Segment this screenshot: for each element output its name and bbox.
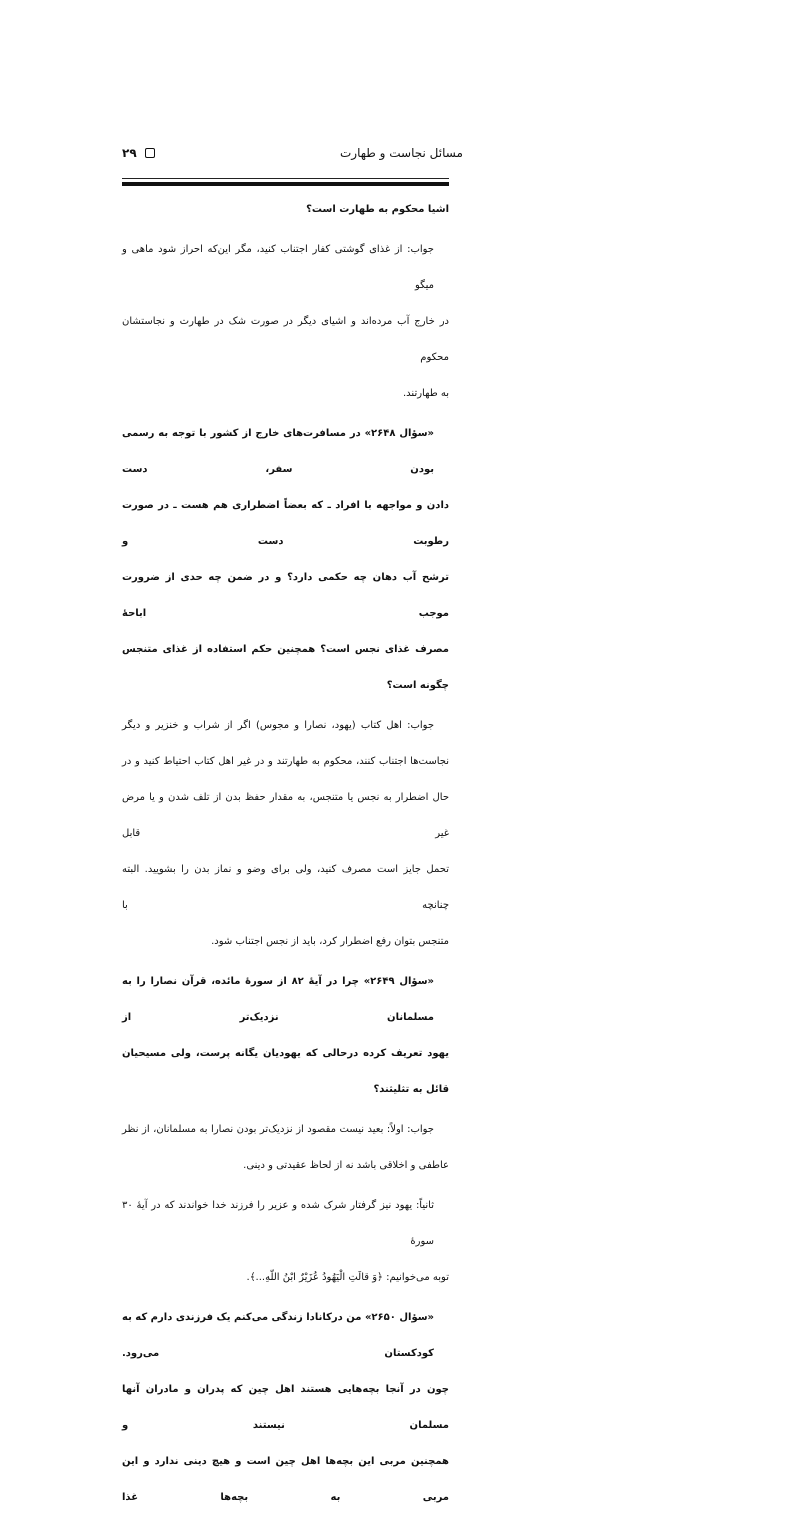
answer-text-line: متنجس بتوان رفع اضطرار کرد، باید از نجس اجتناب شود. [211,936,449,947]
answer-text-line: جواب: اهل کتاب (یهود، نصارا و مجوس) اگر از شراب و خنزیر و دیگر [122,720,434,731]
header-rule-thick [122,182,449,186]
answer-text-line: حال اضطرار به نجس یا متنجس، به مقدار حفظ بدن از تلف شدن و یا مرض غیر قابل [122,792,449,839]
question-text-line: ترشح آب دهان چه حکمی دارد؟ و در ضمن چه حدی از ضرورت موجب اباحهٔ [122,572,449,619]
page-number-value: ۲۹ [122,146,137,160]
question-text-line: چون در آنجا بچه‌هایی هستند اهل چین که پدران و مادران آنها مسلمان نیستند و [122,1384,449,1431]
answer-text-line: توبه می‌خوانیم: ﴿وَ قالَتِ الْيَهُودُ عُزَيْرٌ ابْنُ اللّهِ...﴾. [246,1272,449,1283]
page-number [122,146,155,160]
answer-text-line: جواب: اولاً: بعید نیست مقصود از نزدیک‌تر بودن نصارا به مسلمانان، از نظر [122,1124,434,1135]
answer-text-line: نجاست‌ها اجتناب کنند، محکوم به طهارتند و در غیر اهل کتاب احتیاط کنید و در [122,756,449,767]
running-header-title: مسائل نجاست و طهارت [340,146,463,160]
answer-text-line: تحمل جایز است مصرف کنید، ولی برای وضو و نماز بدن را بشویید. البته چنانچه با [122,864,449,911]
question-text-line: یهود تعریف کرده درحالی که یهودیان یگانه پرست، ولی مسیحیان قائل به تثلیثند؟ [122,1048,449,1095]
header-rule-thin [122,178,449,179]
answer-text-line: در خارج آب مرده‌اند و اشیای دیگر در صورت شک در طهارت و نجاستشان محکوم [122,316,449,363]
square-ornament-icon [145,148,155,158]
answer-text-line: ثانیاً: یهود نیز گرفتار شرک شده و عزیر را فرزند خدا خواندند که در آیهٔ ۳۰ سورهٔ [122,1200,434,1247]
question-text-line: «سؤال ۲۶۴۹» چرا در آیهٔ ۸۲ از سورهٔ مائده، قرآن نصارا را به مسلمانان نزدیک‌تر از [122,976,434,1023]
answer-text-line: جواب: از غذای گوشتی کفار اجتناب کنید، مگر این‌که احراز شود ماهی و میگو [122,244,434,291]
question-text-line: «سؤال ۲۶۵۰» من درکانادا زندگی می‌کنم یک فرزندی دارم که به کودکستان می‌رود. [122,1312,435,1359]
answer-text-line: به طهارتند. [403,388,449,399]
question-text-line: «سؤال ۲۶۴۸» در مسافرت‌های خارج از کشور با توجه به رسمی بودن سفر، دست [122,428,434,475]
question-text-line: همچنین مربی این بچه‌ها اهل چین است و هیچ دینی ندارد و این مربی به بچه‌ها غذا [122,1456,449,1503]
page-body [122,192,449,1516]
question-text-line: مصرف غذای نجس است؟ همچنین حکم استفاده از غذای متنجس چگونه است؟ [122,644,449,691]
answer-text-line: عاطفی و اخلاقی باشد نه از لحاظ عقیدتی و دینی. [243,1160,449,1171]
question-text-line: دادن و مواجهه با افراد ـ که بعضاً اضطراری هم هست ـ در صورت رطوبت دست و [122,500,449,547]
question-text-line: اشیا محکوم به طهارت است؟ [306,204,449,215]
